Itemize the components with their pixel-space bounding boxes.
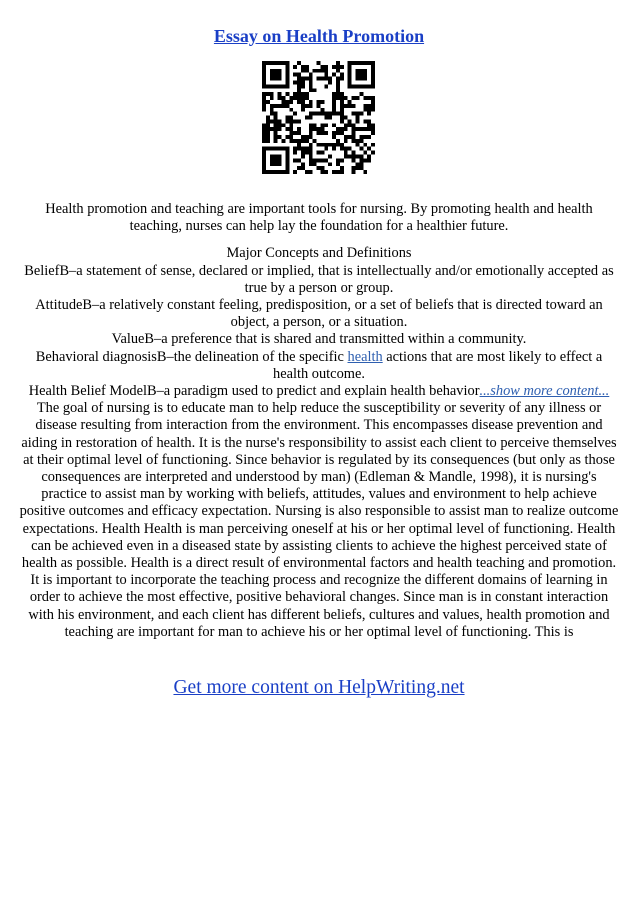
cta-container	[0, 677, 638, 699]
title-link[interactable]: Essay on Health Promotion	[213, 26, 425, 46]
definition-value: ValueB–a preference that is shared and transmitted within a community.	[111, 331, 527, 348]
health-link[interactable]: health	[347, 348, 383, 365]
behavioral-text-start: Behavioral diagnosisB–the delineation of the specific	[35, 348, 348, 365]
definition-belief: BeliefB–a statement of sense, declared or implied, that is intellectually and/or emotionally accepted as true by a person or group.	[24, 262, 614, 296]
essay-content	[18, 201, 620, 641]
get-more-content-link[interactable]: Get more content on HelpWriting.net	[173, 677, 465, 698]
behavioral-text-end: actions that are most likely to effect a health outcome.	[273, 348, 603, 382]
page-title	[0, 26, 638, 47]
section-heading: Major Concepts and Definitions	[226, 245, 412, 262]
intro-paragraph: Health promotion and teaching are important tools for nursing. By promoting health and health teaching, nurses can help lay the foundation for a healthier future.	[45, 201, 593, 235]
qr-code-icon[interactable]	[262, 61, 375, 174]
body-paragraph: The goal of nursing is to educate man to help reduce the susceptibility or severity of any illness or disease resulting from interaction from the environment. This encompasses disease prevention and aiding in restoration of health. It is the nurse's responsibility to assist each client to perceive themselves at their optimal level of functioning. Since behavior is regulated by its consequences (but only as those consequences are interpreted and understood by man) (Edleman & Mandle, 1998), it is nursing's practice to assist man by working with beliefs, attitudes, values and environment to help achieve positive outcomes and efficacy expectation. Nursing is also responsible to assist man to realize outcome expectations. Health Health is man perceiving oneself at his or her optimal level of functioning. Health can be achieved even in a diseased state by assisting clients to achieve the highest perceived state of health as possible. Health is a direct result of environmental factors and health teaching and promotion. It is important to incorporate the teaching process and recognize the different domains of learning in order to achieve the most effective, positive behavioral changes. Since man is in constant interaction with his environment, and each client has different beliefs, cultures and values, health promotion and teaching are important for man to achieve his or her optimal level of functioning. This is	[19, 400, 619, 640]
definition-attitude: AttitudeB–a relatively constant feeling, predisposition, or a set of beliefs that is directed toward an object, a person, or a situation.	[35, 297, 603, 331]
definition-behavioral-diagnosis	[18, 349, 620, 383]
hbm-text: Health Belief ModelB–a paradigm used to predict and explain health behavior	[28, 383, 480, 400]
definition-health-belief-model	[18, 383, 620, 400]
show-more-link[interactable]: ...show more content...	[479, 383, 610, 400]
